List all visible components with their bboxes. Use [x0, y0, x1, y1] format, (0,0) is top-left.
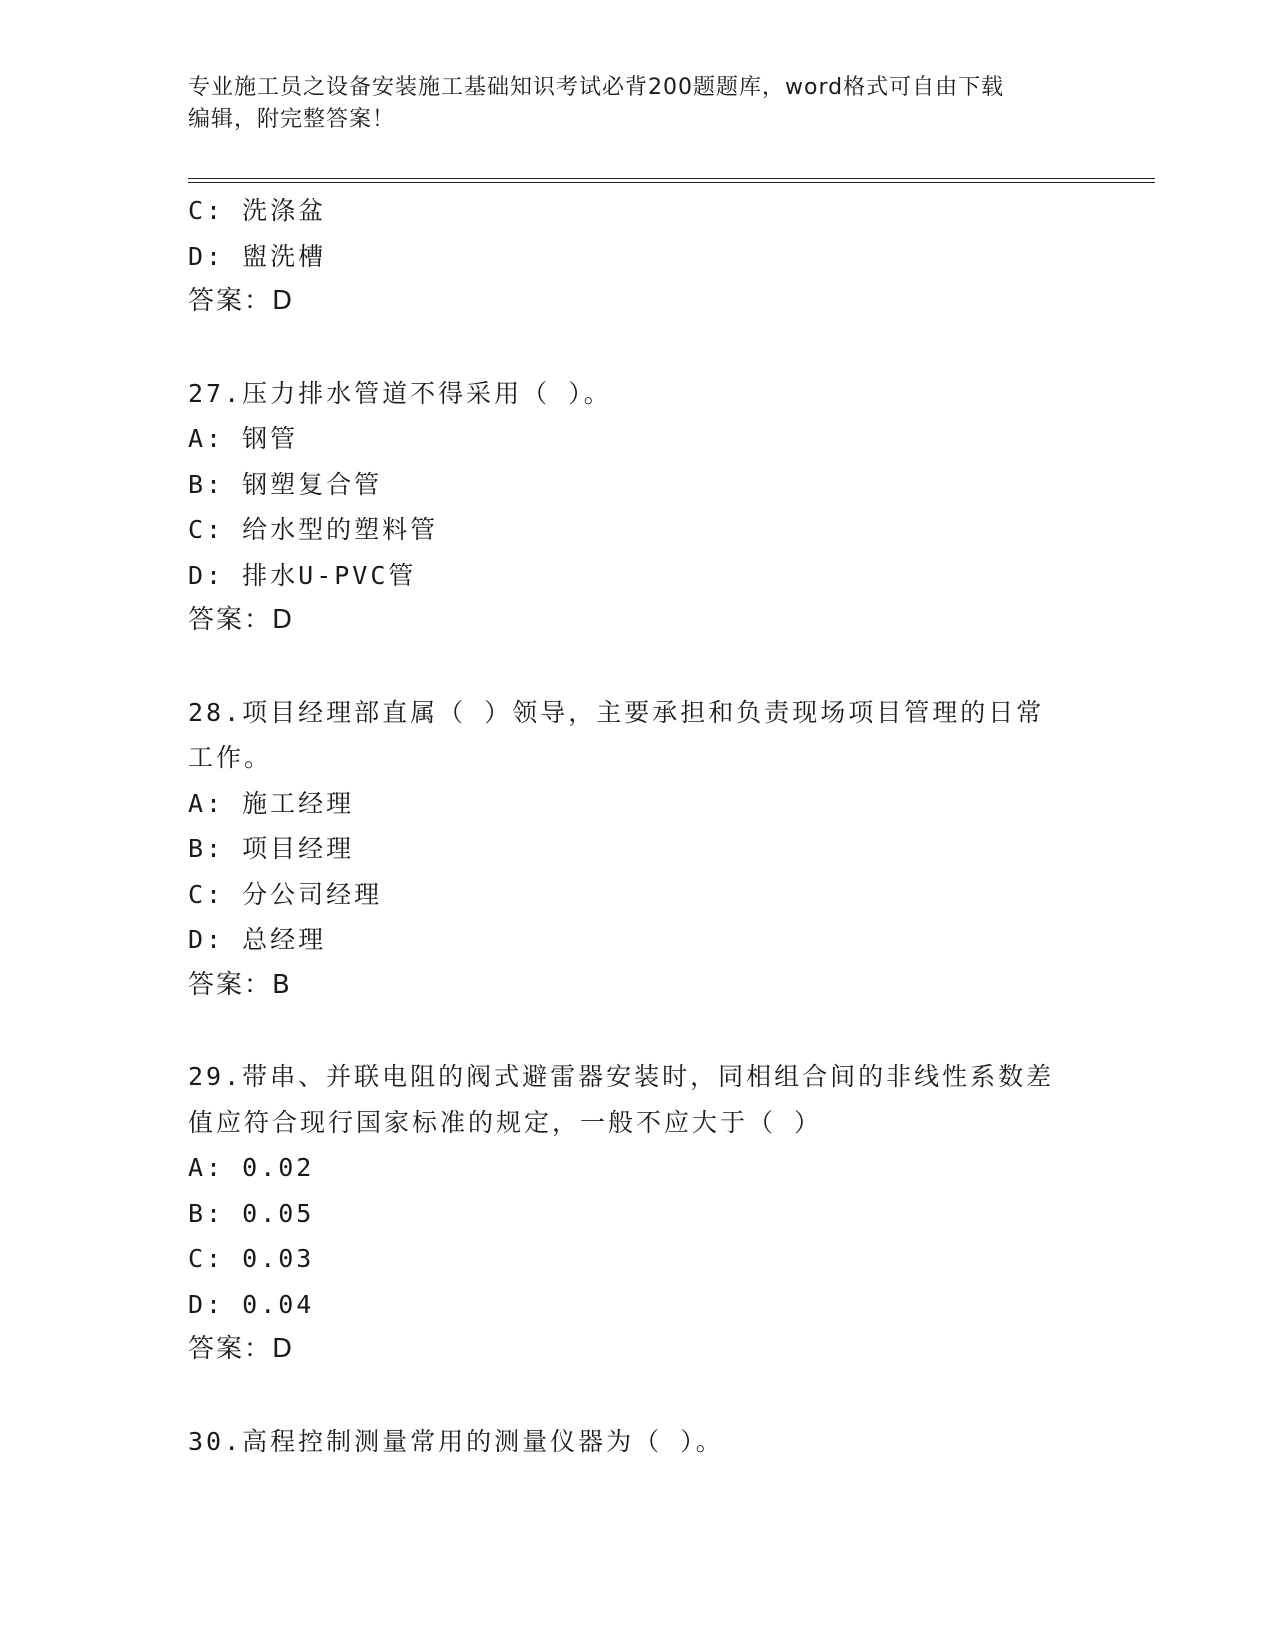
header-divider-top — [188, 178, 1155, 179]
header-divider-bottom — [188, 182, 1155, 183]
question-stem-line-1: 29.带串、并联电阻的阀式避雷器安装时，同相组合间的非线性系数差 — [188, 1062, 1055, 1091]
answer-text: 答案：D — [188, 605, 295, 635]
question-stem-line-1: 28.项目经理部直属（ ）领导，主要承担和负责现场项目管理的日常 — [188, 697, 1045, 727]
answer-text: 答案：D — [188, 286, 295, 316]
option-d: D: 总经理 — [188, 925, 327, 954]
spacer — [188, 1008, 1088, 1054]
question-stem: 27.压力排水管道不得采用（ ）。 — [188, 378, 612, 408]
answer-text: 答案：B — [188, 969, 292, 1000]
option-d: D: 0.04 — [188, 1289, 315, 1319]
option-c: C: 0.03 — [188, 1244, 315, 1273]
option-b: B: 0.05 — [188, 1198, 315, 1228]
spacer — [188, 1373, 1088, 1419]
document-header — [188, 72, 1068, 136]
spacer — [188, 325, 1088, 371]
question-27 — [188, 371, 1088, 644]
header-line-1: 专业施工员之设备安装施工基础知识考试必背200题题库，word格式可自由下载 — [188, 75, 1005, 100]
question-29 — [188, 1054, 1088, 1373]
option-a: A: 0.02 — [188, 1153, 315, 1182]
option-d: D: 盥洗槽 — [188, 241, 327, 271]
option-c: C: 洗涤盆 — [188, 196, 327, 225]
question-list — [188, 188, 1088, 1464]
answer-text: 答案：D — [188, 1334, 295, 1364]
header-line-2: 编辑，附完整答案！ — [188, 107, 396, 132]
question-stem: 30.高程控制测量常用的测量仪器为（ ）。 — [188, 1426, 724, 1456]
option-c: C: 分公司经理 — [188, 879, 383, 909]
question-stem-line-2: 工作。 — [188, 743, 273, 772]
option-a: A: 施工经理 — [188, 788, 355, 818]
option-c: C: 给水型的塑料管 — [188, 515, 439, 544]
option-d: D: 排水U-PVC管 — [188, 560, 417, 590]
spacer — [188, 644, 1088, 690]
question-28 — [188, 690, 1088, 1009]
question-stem-line-2: 值应符合现行国家标准的规定，一般不应大于（ ） — [188, 1107, 823, 1137]
question-30 — [188, 1419, 1088, 1465]
option-a: A: 钢管 — [188, 424, 299, 453]
option-b: B: 钢塑复合管 — [188, 469, 383, 499]
question-26-tail — [188, 188, 1088, 325]
option-b: B: 项目经理 — [188, 834, 355, 863]
